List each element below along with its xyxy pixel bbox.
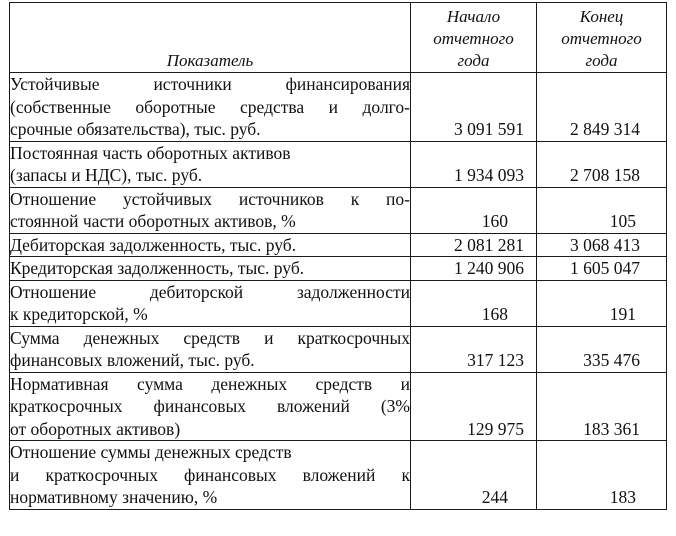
header-end-line: года xyxy=(585,51,618,70)
header-end-line: Конец xyxy=(579,7,624,26)
indicator-text-line: Постоянная часть оборотных активов xyxy=(10,142,291,163)
indicator-cell xyxy=(10,257,411,281)
start-value-cell: 1 240 906 xyxy=(411,257,537,281)
start-value-cell: 160 xyxy=(411,187,537,233)
start-value-cell: 244 xyxy=(411,441,537,510)
end-value-cell: 2 708 158 xyxy=(537,141,667,187)
indicator-cell xyxy=(10,233,411,257)
indicator-cell xyxy=(10,441,411,510)
indicator-text-line: нормативному значению, % xyxy=(10,487,218,507)
table-row xyxy=(10,372,667,441)
table-row xyxy=(10,73,667,142)
indicator-text-line: финансовых вложений, тыс. руб. xyxy=(10,350,255,370)
indicator-text-line: (запасы и НДС), тыс. руб. xyxy=(10,165,203,185)
indicator-text-line: краткосрочных финансовых вложений (3% xyxy=(10,396,410,416)
indicator-text-line: к кредиторской, % xyxy=(10,304,148,324)
indicator-text-line: стоянной части оборотных активов, % xyxy=(10,211,296,231)
indicator-text-line: и краткосрочных финансовых вложений к xyxy=(10,464,410,485)
end-value-cell: 191 xyxy=(537,280,667,326)
header-row xyxy=(10,3,667,73)
financial-indicators-table xyxy=(9,2,667,510)
start-value-cell: 1 934 093 xyxy=(411,141,537,187)
header-end-line: отчетного xyxy=(561,29,642,48)
header-start-of-year xyxy=(411,3,537,73)
end-value-cell: 105 xyxy=(537,187,667,233)
end-value-cell: 3 068 413 xyxy=(537,233,667,257)
table-row xyxy=(10,441,667,510)
table-row xyxy=(10,326,667,372)
table-row xyxy=(10,141,667,187)
indicator-cell xyxy=(10,280,411,326)
end-value-cell: 335 476 xyxy=(537,326,667,372)
indicator-text-line: Дебиторская задолженность, тыс. руб. xyxy=(10,234,297,255)
header-start-line: Начало xyxy=(446,7,501,26)
start-value-cell: 168 xyxy=(411,280,537,326)
indicator-text-line: (собственные оборотные средства и долго- xyxy=(10,96,410,117)
indicator-text-line: Отношение устойчивых источников к по- xyxy=(10,188,410,209)
indicator-cell xyxy=(10,141,411,187)
header-indicator xyxy=(10,3,411,73)
header-end-of-year xyxy=(537,3,667,73)
end-value-cell: 183 xyxy=(537,441,667,510)
table-row xyxy=(10,257,667,281)
indicator-cell xyxy=(10,326,411,372)
indicator-text-line: Устойчивые источники финансирования xyxy=(10,74,410,94)
end-value-cell: 183 361 xyxy=(537,372,667,441)
indicator-cell xyxy=(10,73,411,142)
header-start-line: года xyxy=(457,51,490,70)
table-row xyxy=(10,233,667,257)
indicator-text-line: Кредиторская задолженность, тыс. руб. xyxy=(10,258,305,278)
indicator-text-line: Сумма денежных средств и краткосрочных xyxy=(10,327,410,348)
start-value-cell: 2 081 281 xyxy=(411,233,537,257)
indicator-cell xyxy=(10,187,411,233)
indicator-text-line: срочные обязательства), тыс. руб. xyxy=(10,119,261,139)
table-row xyxy=(10,187,667,233)
header-start-line: отчетного xyxy=(433,29,514,48)
header-indicator-label: Показатель xyxy=(166,51,254,70)
start-value-cell: 317 123 xyxy=(411,326,537,372)
start-value-cell: 129 975 xyxy=(411,372,537,441)
table-row xyxy=(10,280,667,326)
indicator-text-line: Отношение дебиторской задолженности xyxy=(10,281,410,302)
end-value-cell: 1 605 047 xyxy=(537,257,667,281)
indicator-text-line: от оборотных активов) xyxy=(10,418,181,439)
end-value-cell: 2 849 314 xyxy=(537,73,667,142)
start-value-cell: 3 091 591 xyxy=(411,73,537,142)
indicator-text-line: Нормативная сумма денежных средств и xyxy=(10,373,410,394)
indicator-text-line: Отношение суммы денежных средств xyxy=(10,442,292,462)
indicator-cell xyxy=(10,372,411,441)
